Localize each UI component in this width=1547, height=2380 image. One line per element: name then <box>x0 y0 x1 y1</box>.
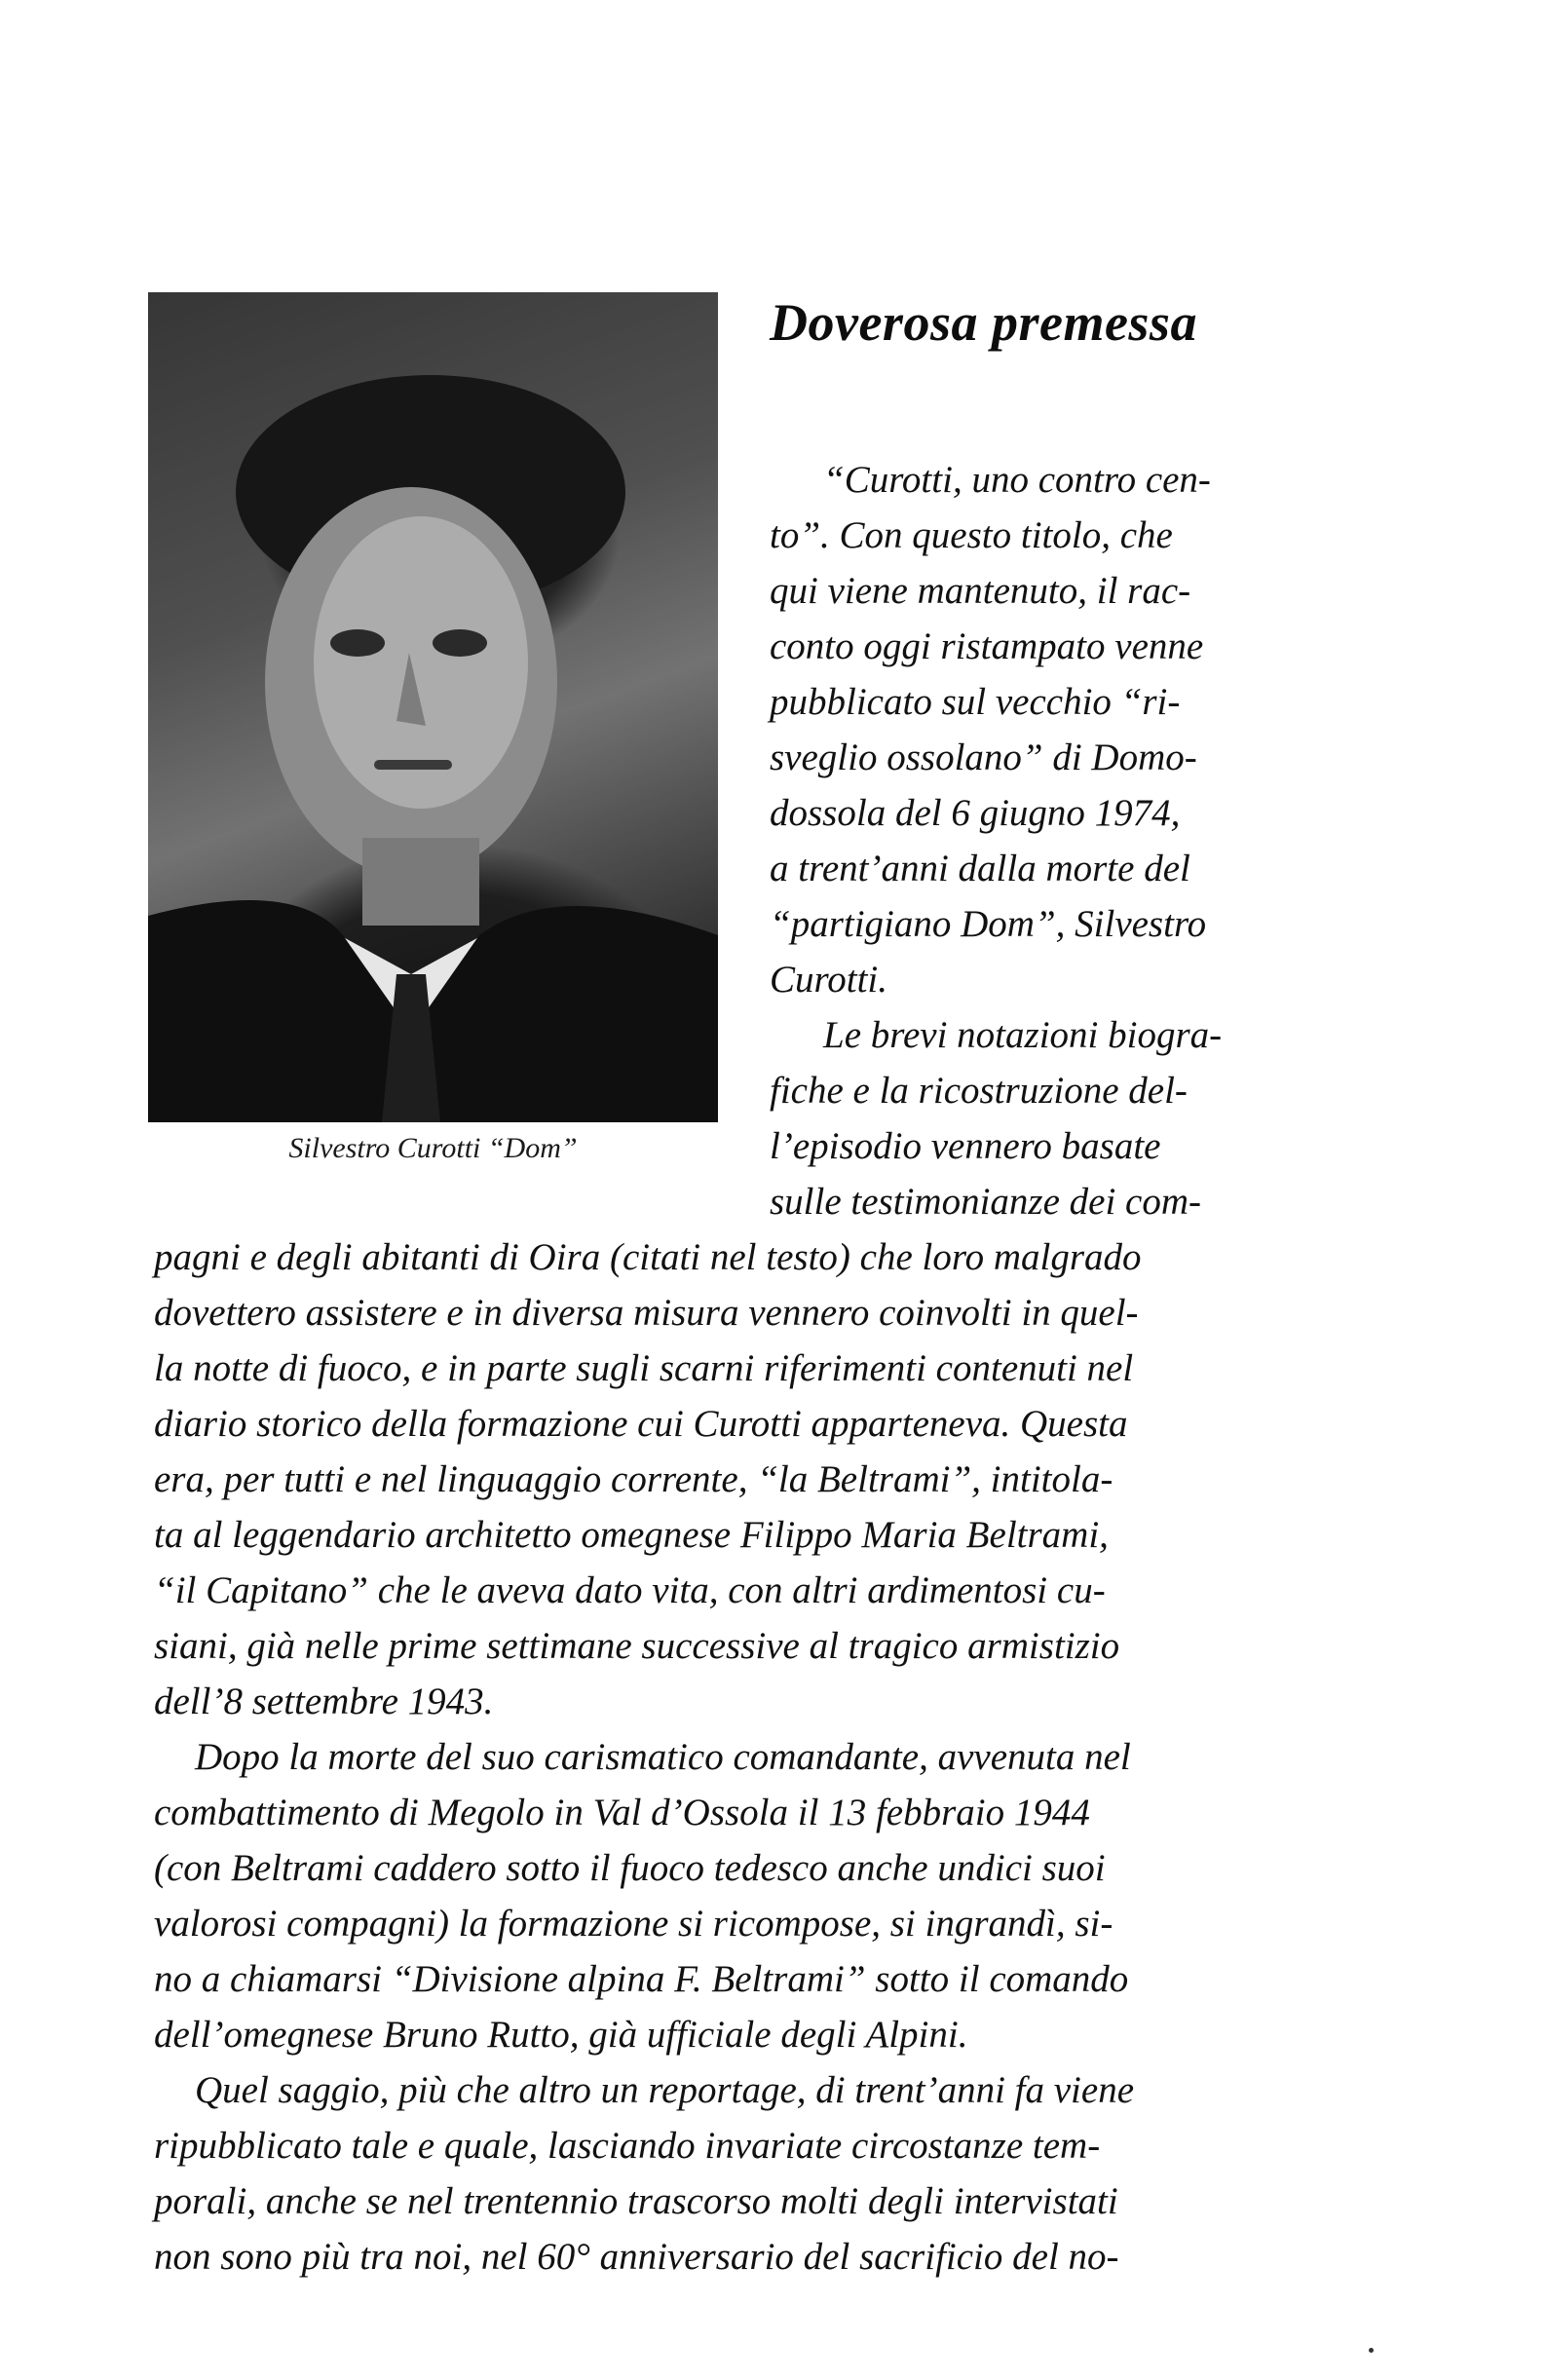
text-line: l’episodio vennero basate <box>770 1125 1161 1167</box>
text-line: Le brevi notazioni biogra- <box>823 1014 1223 1056</box>
text-line: qui viene mantenuto, il rac- <box>770 570 1191 612</box>
text-line: non sono più tra noi, nel 60° anniversario del sacrificio del no- <box>154 2236 1119 2278</box>
text-line: “il Capitano” che le aveva dato vita, con altri ardimentosi cu- <box>154 1569 1106 1611</box>
text-line: diario storico della formazione cui Curotti apparteneva. Questa <box>154 1403 1128 1445</box>
text-line: ripubblicato tale e quale, lasciando invariate circostanze tem- <box>154 2125 1101 2167</box>
text-line: la notte di fuoco, e in parte sugli scarni riferimenti contenuti nel <box>154 1347 1134 1389</box>
text-line: valorosi compagni) la formazione si ricompose, si ingrandì, si- <box>154 1903 1113 1945</box>
text-line: dossola del 6 giugno 1974, <box>770 792 1181 834</box>
text-line: dell’8 settembre 1943. <box>154 1681 494 1722</box>
text-line: Curotti. <box>770 959 887 1001</box>
text-line: pagni e degli abitanti di Oira (citati nel testo) che loro malgrado <box>154 1236 1142 1278</box>
text-line: sulle testimonianze dei com- <box>770 1181 1201 1223</box>
text-line: siani, già nelle prime settimane successive al tragico armistizio <box>154 1625 1120 1667</box>
text-line: (con Beltrami caddero sotto il fuoco tedesco anche undici suoi <box>154 1847 1106 1889</box>
text-line: Dopo la morte del suo carismatico comandante, avvenuta nel <box>195 1736 1131 1778</box>
text-line: porali, anche se nel trentennio trascorso molti degli intervistati <box>154 2180 1118 2222</box>
scan-speck <box>1369 2348 1374 2353</box>
photo-caption: Silvestro Curotti “Dom” <box>288 1132 578 1164</box>
text-line: conto oggi ristampato venne <box>770 625 1204 667</box>
text-line: Quel saggio, più che altro un reportage, di trent’anni fa viene <box>195 2069 1135 2111</box>
text-line: era, per tutti e nel linguaggio corrente, “la Beltrami”, intitola- <box>154 1458 1113 1500</box>
text-line: to”. Con questo titolo, che <box>770 514 1173 556</box>
text-line: “Curotti, uno contro cen- <box>823 459 1211 501</box>
portrait-illustration <box>148 292 718 1122</box>
text-line: dell’omegnese Bruno Rutto, già ufficiale degli Alpini. <box>154 2014 968 2056</box>
text-line: a trent’anni dalla morte del <box>770 848 1190 889</box>
text-line: dovettero assistere e in diversa misura vennero coinvolti in quel- <box>154 1292 1139 1334</box>
page-title: Doverosa premessa <box>770 293 1197 352</box>
text-line: no a chiamarsi “Divisione alpina F. Beltrami” sotto il comando <box>154 1958 1129 2000</box>
text-line: combattimento di Megolo in Val d’Ossola il 13 febbraio 1944 <box>154 1792 1090 1833</box>
text-line: ta al leggendario architetto omegnese Filippo Maria Beltrami, <box>154 1514 1109 1556</box>
text-line: sveglio ossolano” di Domo- <box>770 737 1197 778</box>
text-line: “partigiano Dom”, Silvestro <box>770 903 1207 945</box>
text-line: pubblicato sul vecchio “ri- <box>770 681 1181 723</box>
text-line: fiche e la ricostruzione del- <box>770 1070 1188 1112</box>
portrait-photo <box>148 292 718 1122</box>
